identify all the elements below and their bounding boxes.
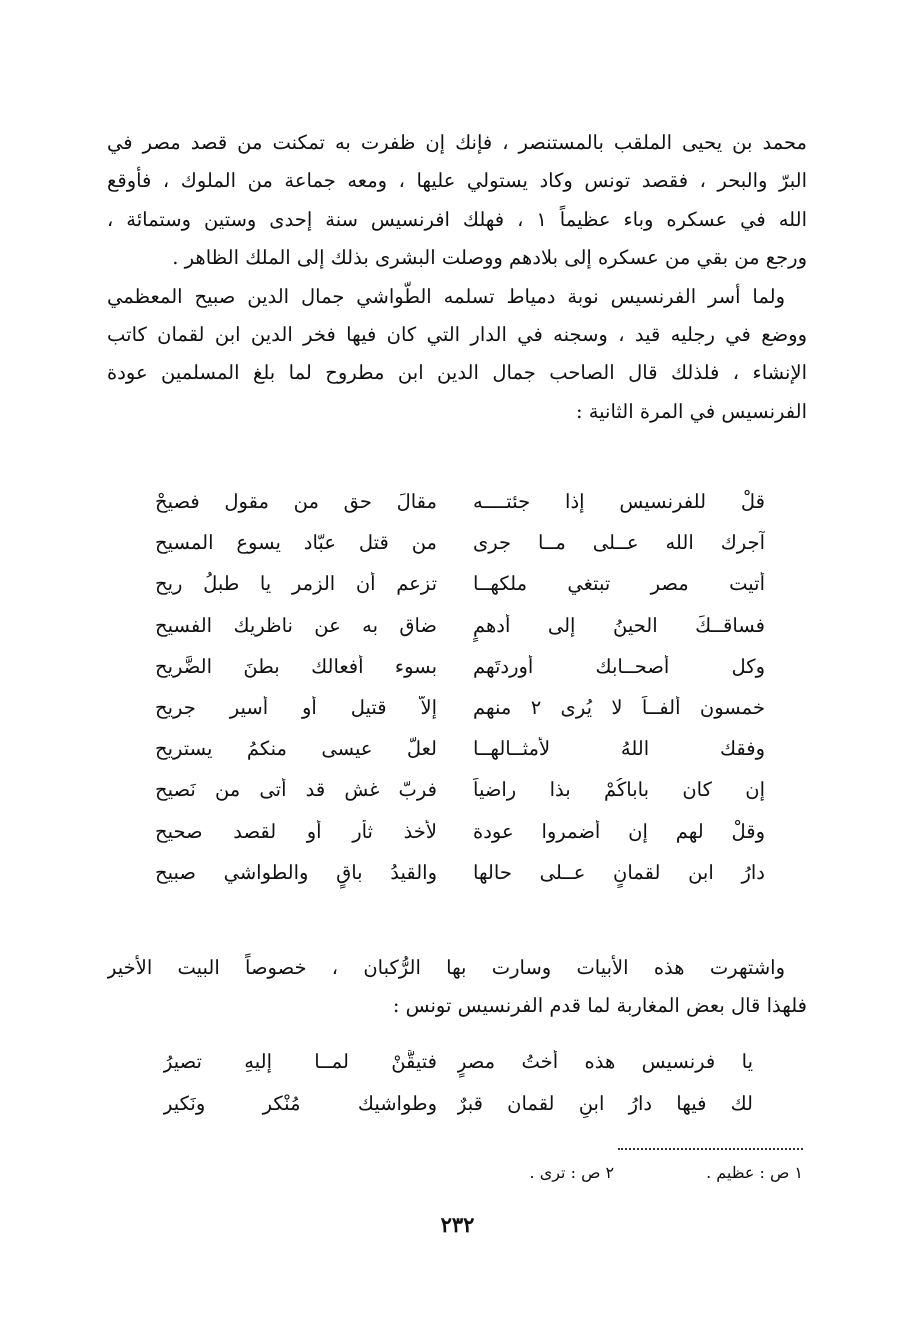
first-hemistich: لك فيها دارُ ابنِ لقمان قبرٌ bbox=[457, 1092, 753, 1115]
text-line: الفرنسيس في المرة الثانية : bbox=[575, 399, 807, 423]
first-hemistich: قلْ للفرنسيس إذا جئتــــه bbox=[473, 490, 765, 513]
text-line: فلهذا قال بعض المغاربة لما قدم الفرنسيس تونس : bbox=[392, 994, 807, 1018]
verse-line bbox=[155, 820, 765, 861]
first-hemistich: وكل أصحــابك أوردتَهم bbox=[473, 654, 765, 678]
verse-line bbox=[155, 778, 765, 819]
verse-line bbox=[155, 531, 765, 572]
first-hemistich: يا فرنسيس هذه أختُ مصرٍ bbox=[457, 1050, 753, 1073]
verse-line bbox=[155, 572, 765, 613]
second-hemistich: ضاق به عن ناظريك الفسيح bbox=[155, 613, 437, 637]
second-hemistich: فربّ غش قد أتى من نَصيح bbox=[155, 778, 437, 802]
text-line: واشتهرت هذه الأبيات وسارت بها الرُّكبان ، خصوصاً البيت الأخير bbox=[107, 956, 785, 979]
second-hemistich: إلاّ قتيل أو أسير جريح bbox=[155, 695, 437, 719]
page-number: ٢٣٢ bbox=[440, 1212, 475, 1237]
second-hemistich: مقالَ حق من مقول فصيحْ bbox=[155, 490, 437, 513]
text-line: محمد بن يحيى الملقب بالمستنصر ، فإنك إن ظفرت به تمكنت من قصد مصر في bbox=[107, 131, 807, 154]
text-line: البرّ والبحر ، فقصد تونس وكاد يستولي عليها ، ومعه جماعة من الملوك ، فأوقع bbox=[107, 169, 807, 193]
poem-1 bbox=[155, 490, 765, 902]
verse-line bbox=[155, 614, 765, 655]
second-hemistich: من قتل عبّاد يسوع المسيح bbox=[155, 531, 437, 555]
second-hemistich: وطواشيك مُنْكر ونَكير bbox=[163, 1092, 437, 1115]
second-hemistich: بسوء أفعالك بطنَ الضَّريح bbox=[155, 654, 437, 678]
footnote-separator bbox=[618, 1148, 803, 1150]
verse-line bbox=[155, 490, 765, 531]
second-hemistich: فتيقَّنْ لمــا إليهِ تصيرُ bbox=[163, 1050, 437, 1073]
second-hemistich: تزعم أن الزمر يا طبلُ ريح bbox=[155, 572, 437, 596]
first-hemistich: وفقك اللهُ لأمثــالهــا bbox=[473, 737, 765, 761]
text-line: ولما أسر الفرنسيس نوبة دمياط تسلمه الطّواشي جمال الدين صبيح المعظمي bbox=[107, 284, 785, 308]
verse-line bbox=[155, 696, 765, 737]
first-hemistich: خمسون ألفــاً لا يُرى ٢ منهم bbox=[473, 695, 765, 719]
poem-2 bbox=[163, 1050, 753, 1134]
first-hemistich: آجرك الله عــلى مــا جرى bbox=[473, 531, 765, 555]
first-hemistich: فساقــكَ الحينُ إلى أدهمٍ bbox=[473, 613, 765, 637]
first-hemistich: وقلْ لهم إن أضمروا عودة bbox=[473, 819, 765, 843]
footnotes bbox=[403, 1163, 803, 1182]
verse-line bbox=[163, 1092, 753, 1134]
first-hemistich: أتيت مصر تبتغي ملكهــا bbox=[473, 572, 765, 596]
second-hemistich: والقيدُ باقٍ والطواشي صبيح bbox=[155, 860, 437, 884]
text-line: الإنشاء ، فلذلك قال الصاحب جمال الدين ابن مطروح لما بلغ المسلمين عودة bbox=[107, 361, 807, 385]
first-hemistich: دارُ ابن لقمانٍ عــلى حالها bbox=[473, 860, 765, 884]
text-line: الله في عسكره وباء عظيماً ١ ، فهلك افرنسيس سنة إحدى وستين وستمائة ، bbox=[107, 207, 807, 231]
prose-block-2 bbox=[107, 950, 807, 1027]
text-line: ورجع من بقي من عسكره إلى بلادهم ووصلت البشرى بذلك إلى الملك الظاهر . bbox=[172, 246, 807, 270]
verse-line bbox=[155, 861, 765, 902]
footnote-1: ١ ص : عظيم . bbox=[706, 1163, 803, 1182]
second-hemistich: لعلَّ عيسى منكمُ يستريح bbox=[155, 737, 437, 761]
verse-line bbox=[163, 1050, 753, 1092]
first-hemistich: إن كان باباكُمْ بذا راضياً bbox=[473, 778, 765, 802]
prose-block-1 bbox=[107, 124, 807, 431]
verse-line bbox=[155, 737, 765, 778]
second-hemistich: لأخذ ثأر أو لقصد صحيح bbox=[155, 819, 437, 843]
text-line: ووضع في رجليه قيد ، وسجنه في الدار التي كان فيها فخر الدين ابن لقمان كاتب bbox=[107, 322, 807, 346]
verse-line bbox=[155, 655, 765, 696]
footnote-2: ٢ ص : ترى . bbox=[529, 1163, 615, 1182]
